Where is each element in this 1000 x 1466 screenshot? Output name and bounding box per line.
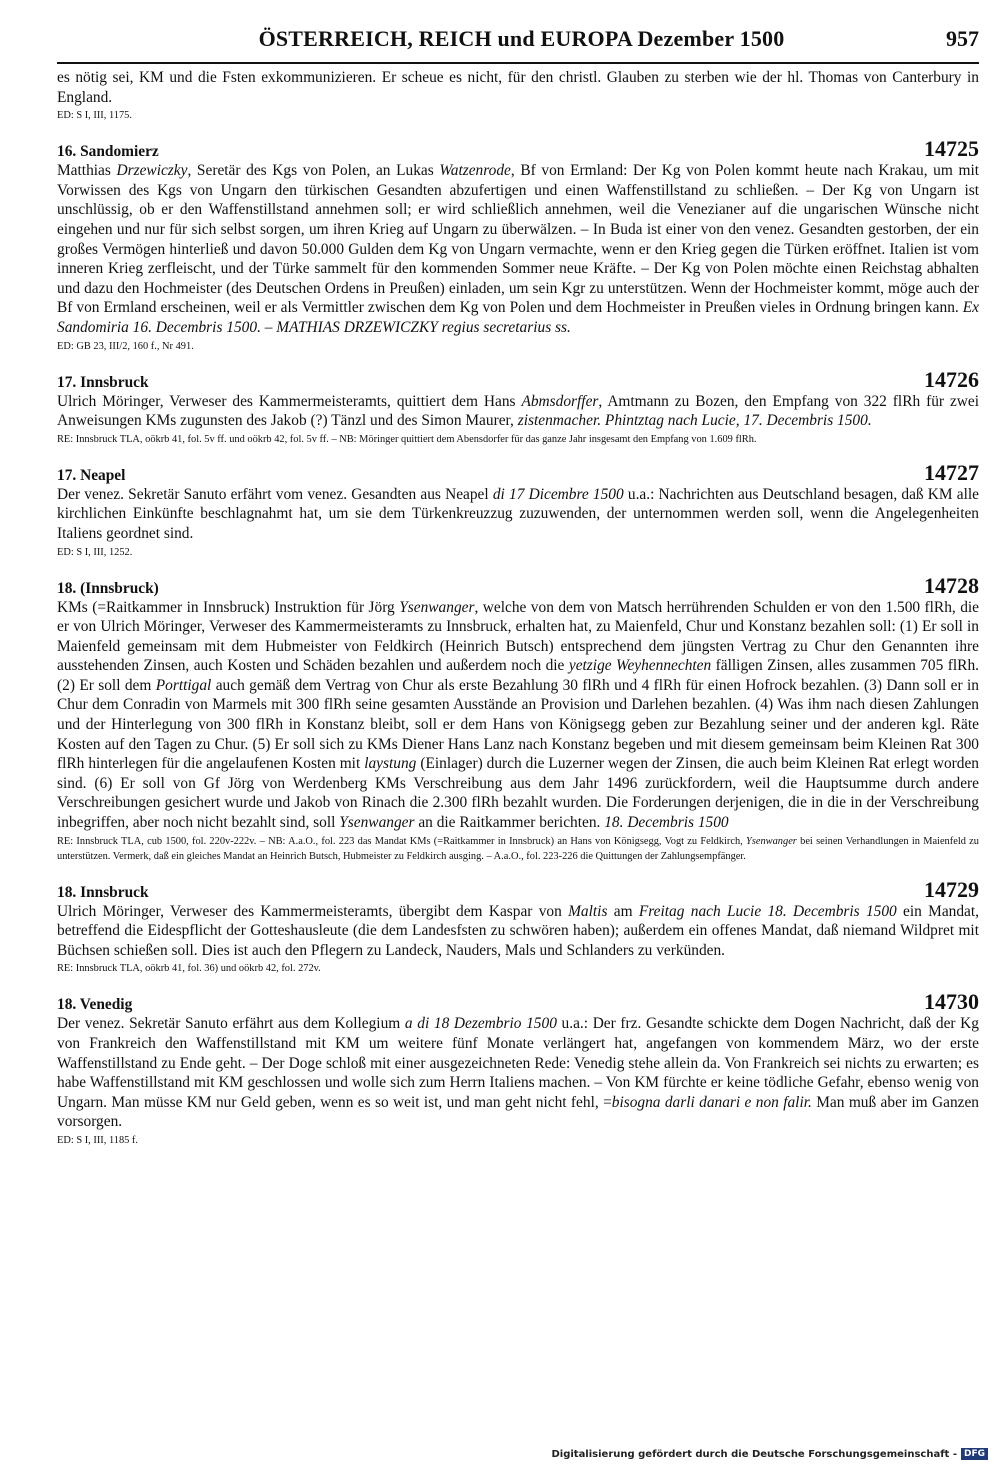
source-italic-segment: Ysenwanger [746,835,797,847]
entry-text-segment: u.a.: Nachrichten aus Deutschland besagen, daß KM alle kirchlichen Einkünfte beschlagnahmt hat, um sie dem Türkenkreuzzug zuzuwenden, der unternommen werden soll, wenn die Angelegenheiten Italiens geordnet sind. [57,485,979,542]
entry-heading [57,138,979,161]
entry-text-segment: u.a.: Der frz. Gesandte schickte dem Dogen Nachricht, daß der Kg von Frankreich den Waffenstillstand mit KM um weitere fünf Monate verlängert hat, angefangen von kommendem März, wo der erste Waffenstillstand zu Ende geht. – Der Doge schloß mit einer ausgezeichneten Rede: Venedig stehe allein da. Von Frankreich sei nichts zu erwarten; es habe Waffenstillstand mit KM geschlossen und wolle sich zum Herrn Italiens machen. – Von KM fürchte er keine tödliche Gefahr, ebenso wenig von Ungarn. Man müsse KM nur Geld geben, wenn es so weit ist, und man geht nicht fehl, = [57,1015,979,1111]
entry-italic-segment: 18. Decembris 1500 [604,814,729,832]
entry-heading [57,572,979,598]
entry-italic-segment: Freitag nach Lucie 18. Decembris 1500 [638,902,897,920]
entry-text-segment: , Amtmann zu Bozen, den Empfang von 322 flRh für zwei Anweisungen KMs zugunsten des Jakob (?) Tänzl und des Simon Maurer, [57,392,979,430]
entry-text-segment: KMs (=Raitkammer in Innsbruck) Instruktion für Jörg [57,598,400,616]
entry-body [57,902,979,961]
entry-italic-segment: Maltis [568,902,608,920]
entry-text-segment: ein Mandat, betreffend die Eidespflicht der Gotteshausleute (die dem Landesfsten zu schwören haben); außerdem ein offenes Mandat, daß niemand Wildpret mit Büchsen schießen soll. Dies ist auch den Pflegern zu Landeck, Nauders, Mals und Schlanders zu verkünden. [57,902,980,959]
entry-italic-segment: yetzige Weyhennechten [568,657,712,675]
entry-heading [57,991,979,1014]
entry-date-place: 18. Venedig [57,996,133,1014]
entry-date-place: 18. Innsbruck [57,883,149,901]
entry-text-segment: Matthias [57,162,117,180]
source-segment: RE: Innsbruck TLA, cub 1500, fol. 220v-222v. – NB: A.a.O., fol. 223 das Mandat KMs (=Raitkammer in Innsbruck) an Hans von Königsegg, Vogt zu Feldkirch, [57,835,747,847]
entry-number: 14728 [924,572,979,598]
entry-italic-segment: Porttigal [155,676,212,694]
entry-source [57,834,979,864]
entry-text-segment: , Seretär des Kgs von Polen, an Lukas [187,162,440,180]
entry-italic-segment: laystung [364,755,417,773]
entry-text-segment: auch gemäß dem Vertrag von Chur als erste Bezahlung 30 flRh und 4 flRh für einen Hofrock bezahlen. (3) Dann soll er in Chur dem Conradin von Marmels mit 300 flRh seine gesamten Ausstände an Provision und Darlehen bezahlen. (4) Was ihm nach diesen Zahlungen und der Hinterlegung von 300 flRh in Konstanz bleibt, soll er dem Hans von Königsegg geben zur Bezahlung seiner und der anderen kgl. Räte Kosten auf den Tagen zu Chur. (5) Er soll sich zu KMs Diener Hans Lanz nach Konstanz begeben und mit diesem gemeinsam beim Kleinen Rat 300 flRh hinterlegen für die angelaufenen Kosten mit [57,676,979,773]
running-title: ÖSTERREICH, REICH und EUROPA Dezember 1500 [258,26,785,51]
intro-source: ED: S I, III, 1175. [57,110,132,122]
dfg-logo: DFG [961,1448,988,1460]
funding-note: Digitalisierung gefördert durch die Deutsche Forschungsgemeinschaft - [551,1448,957,1460]
funding-footer [551,1448,988,1460]
entry-heading [57,366,979,392]
entry-source: ED: S I, III, 1185 f. [57,1134,138,1146]
entry-text-segment: , Bf von Ermland: Der Kg von Polen kommt heute nach Krakau, um mit Vorwissen des Kgs von Ungarn den türkischen Gesandten abzufertigen und einen Waffenstillstand zu schließen. – Der Kg von Ungarn ist unschlüssig, ob er den Waffenstillstand annehmen soll; er wird schließlich annehmen, weil die Venezianer auf die ungarischen Wünsche nicht eingehen und nur für sich selbst sorgen, um ihren Krieg auf Ungarn zu überwälzen. – In Buda ist einer von den venez. Gesandten gestorben, der ein großes Vermögen hinterließ und davon 50.000 Gulden dem Kg von Ungarn vermachte, wenn er den Krieg gegen die Türken eröffnet. Italien ist vom inneren Krieg zerfleischt, und der Türke sammelt für den kommenden Sommer neue Kräfte. – Der Kg von Polen möchte einen Reichstag abhalten und dazu den Hochmeister (des Deutschen Ordens in Preußen) einladen, um sein Kgr zu unterstützen. Wenn der Hochmeister kommt, möge auch der Bf von Ermland erscheinen, weil er als Vermittler zwischen dem Kg von Polen und dem Hochmeister in Preußen vieles in Ordnung bringen kann. [57,162,980,317]
entry-text-segment: Ulrich Möringer, Verweser des Kammermeisteramts, quittiert dem Hans [57,392,522,410]
entry-source: ED: S I, III, 1252. [57,546,133,558]
page-header [57,26,979,60]
entry-source: RE: Innsbruck TLA, oökrb 41, fol. 5v ff. und oökrb 42, fol. 5v ff. – NB: Möringer quittiert dem Abensdorfer für das ganze Jahr insgesamt den Empfang von 1.609 flRh. [57,433,757,445]
entry-date-place: 17. Innsbruck [57,373,149,391]
entry-14729 [57,876,980,977]
entry-italic-segment: Ex Sandomiria 16. Decembris 1500. – MATHIAS DRZEWICZKY regius secretarius ss. [57,299,979,336]
entry-italic-segment: a di 18 Dezembrio 1500 [404,1015,557,1033]
entry-italic-segment: zistenmacher. Phintztag nach Lucie, 17. Decembris 1500. [517,412,872,430]
source-segment: bei seinen Verhandlungen in Maienfeld zu unterstützen. Vermerk, daß ein gleiches Mandat an Heinrich Butsch, Hubmeister zu Feldkirch ausging. – A.a.O., fol. 223-226 die Quittungen der Zahlungsempfänger. [57,835,979,862]
entry-14730 [57,991,979,1148]
entry-text-segment: fälligen Zinsen, alles zusammen 705 flRh. (2) Er soll dem [57,657,979,694]
entry-text-segment: Man muß aber im Ganzen vorsorgen. [57,1093,979,1131]
entry-date-place: 18. (Innsbruck) [57,579,159,597]
entry-heading [57,459,979,485]
entry-italic-segment: bisogna darli danari e non falir. [611,1093,812,1111]
entry-italic-segment: di 17 Dicembre 1500 [492,485,624,503]
entry-body [57,485,979,544]
entry-date-place: 17. Neapel [57,466,126,484]
entry-text-segment: (Einlager) durch die Luzerner wegen der Zinsen, die auch beim Kleinen Rat erlegt worden sind. (6) Er soll von Gf Jörg von Werdenberg KMs Verschreibung aus dem Jahr 1496 zurückfordern, weil die Hauptsumme durch andere Verschreibungen gesichert wurde und Jakob von Rinach die 2.300 flRh bezahlt wurden. Die Forderungen derjenigen, die in die in der Verschreibung inbegriffen, aber noch nicht bezahlt sind, soll [57,755,979,832]
entry-number: 14726 [924,366,979,392]
entry-source: ED: GB 23, III/2, 160 f., Nr 491. [57,340,194,352]
entry-text-segment: , welche von dem von Matsch herrührenden Schulden er von den 1.500 flRh, die er von Ulrich Möringer, Verweser des Kammermeisteramts zu Innsbruck, erhalten hat, zu Maienfeld, Chur und Konstanz bezahlen soll: (1) Er soll in Maienfeld gemeinsam mit dem Hubmeister von Feldkirch (Heinrich Butsch) entsprechend dem jüngsten Vertrag zu Chur den Genannten ihre ausstehenden Zinsen, auch Kosten und Schäden bezahlen und außerdem noch die [57,598,979,675]
entry-14726 [57,366,979,447]
entry-text-segment: Ulrich Möringer, Verweser des Kammermeisteramts, übergibt dem Kaspar von [57,902,569,920]
intro-text: es nötig sei, KM und die Fsten exkommunizieren. Er scheue es nicht, für den christl. Glauben zu sterben wie der hl. Thomas von Canterbury in England. [57,69,979,106]
entry-number: 14730 [924,989,979,1015]
entry-date-place: 16. Sandomierz [57,143,159,161]
entry-text-segment: Der venez. Sekretär Sanuto erfährt vom venez. Gesandten aus Neapel [57,485,493,503]
document-page [57,26,979,1148]
entry-text-segment: an die Raitkammer berichten. [414,814,605,832]
entry-number: 14729 [924,876,979,902]
entry-14728 [57,572,979,864]
header-rule [57,62,979,64]
entry-heading [57,876,979,902]
entry-body [57,161,979,337]
entry-text-segment: am [607,902,639,920]
entry-body [57,598,979,833]
entry-14725 [57,138,979,353]
entry-source: RE: Innsbruck TLA, oökrb 41, fol. 36) und oökrb 42, fol. 272v. [57,963,321,975]
entry-body [57,392,979,431]
entry-italic-segment: Watzenrode [439,162,511,180]
entry-text-segment: Der venez. Sekretär Sanuto erfährt aus dem Kollegium [57,1015,405,1033]
entry-number: 14727 [924,459,979,485]
entry-body [57,1014,979,1132]
entry-number: 14725 [924,136,979,162]
page-number: 957 [946,26,979,51]
entry-italic-segment: Abmsdorffer [521,392,599,410]
entry-italic-segment: Ysenwanger [339,814,415,832]
entry-italic-segment: Ysenwanger [399,598,475,616]
entry-14727 [57,459,979,560]
entry-italic-segment: Drzewiczky [116,162,188,180]
